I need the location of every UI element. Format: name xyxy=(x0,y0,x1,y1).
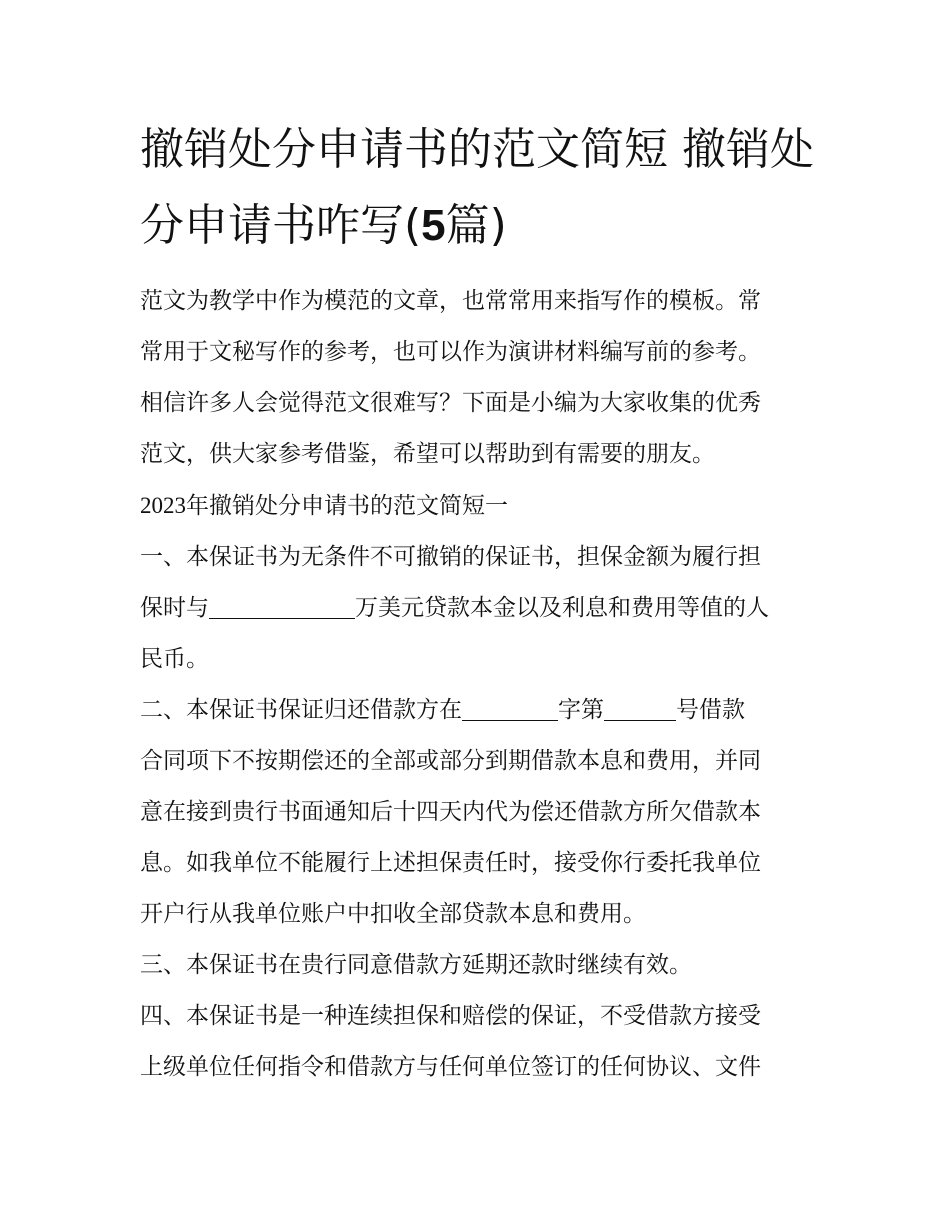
clause-1-line: 民币。 xyxy=(140,646,209,672)
clause-1-text: 保时与 xyxy=(140,595,209,621)
section-heading xyxy=(140,480,820,532)
section-year: 2023 xyxy=(140,493,186,518)
section-heading-text: 年撤销处分申请书的范文简短一 xyxy=(186,493,508,519)
clause-2-line: 息。如我单位不能履行上述担保责任时，接受你行委托我单位 xyxy=(140,850,761,876)
contract-prefix-blank xyxy=(462,696,558,721)
amount-blank xyxy=(209,594,355,619)
title-count: 5 xyxy=(421,201,446,250)
clause-1-line xyxy=(140,583,820,634)
contract-number-blank xyxy=(604,696,676,721)
clause-4-line: 上级单位任何指令和借款方与任何单位签订的任何协议、文件 xyxy=(140,1054,761,1080)
document-title xyxy=(140,112,820,264)
document-body xyxy=(140,276,820,1093)
clause-2-text: 号借款 xyxy=(676,697,745,723)
title-text: 撤销处分申请书的范文简短 撤销处分申请书咋写( xyxy=(140,124,814,251)
intro-line: 相信许多人会觉得范文很难写？下面是小编为大家收集的优秀 xyxy=(140,390,761,416)
clause-4-line: 四、本保证书是一种连续担保和赔偿的保证，不受借款方接受 xyxy=(140,1003,761,1029)
clause-1-text: 万美元贷款本金以及利息和费用等值的人 xyxy=(355,595,769,621)
intro-line: 常用于文秘写作的参考，也可以作为演讲材料编写前的参考。 xyxy=(140,339,761,365)
clause-2-text: 字第 xyxy=(558,697,604,723)
intro-line: 范文，供大家参考借鉴，希望可以帮助到有需要的朋友。 xyxy=(140,441,715,467)
clause-2-text: 二、本保证书保证归还借款方在 xyxy=(140,697,462,723)
clause-2-line: 合同项下不按期偿还的全部或部分到期借款本息和费用，并同 xyxy=(140,748,761,774)
intro-line: 范文为教学中作为模范的文章，也常常用来指写作的模板。常 xyxy=(140,288,761,314)
clause-2-line: 意在接到贵行书面通知后十四天内代为偿还借款方所欠借款本 xyxy=(140,799,761,825)
clause-3-line: 三、本保证书在贵行同意借款方延期还款时继续有效。 xyxy=(140,952,692,978)
title-suffix: 篇) xyxy=(445,200,507,251)
clause-1-line: 一、本保证书为无条件不可撤销的保证书，担保金额为履行担 xyxy=(140,544,761,570)
clause-2-line xyxy=(140,685,820,736)
clause-2-line: 开户行从我单位账户中扣收全部贷款本息和费用。 xyxy=(140,901,646,927)
